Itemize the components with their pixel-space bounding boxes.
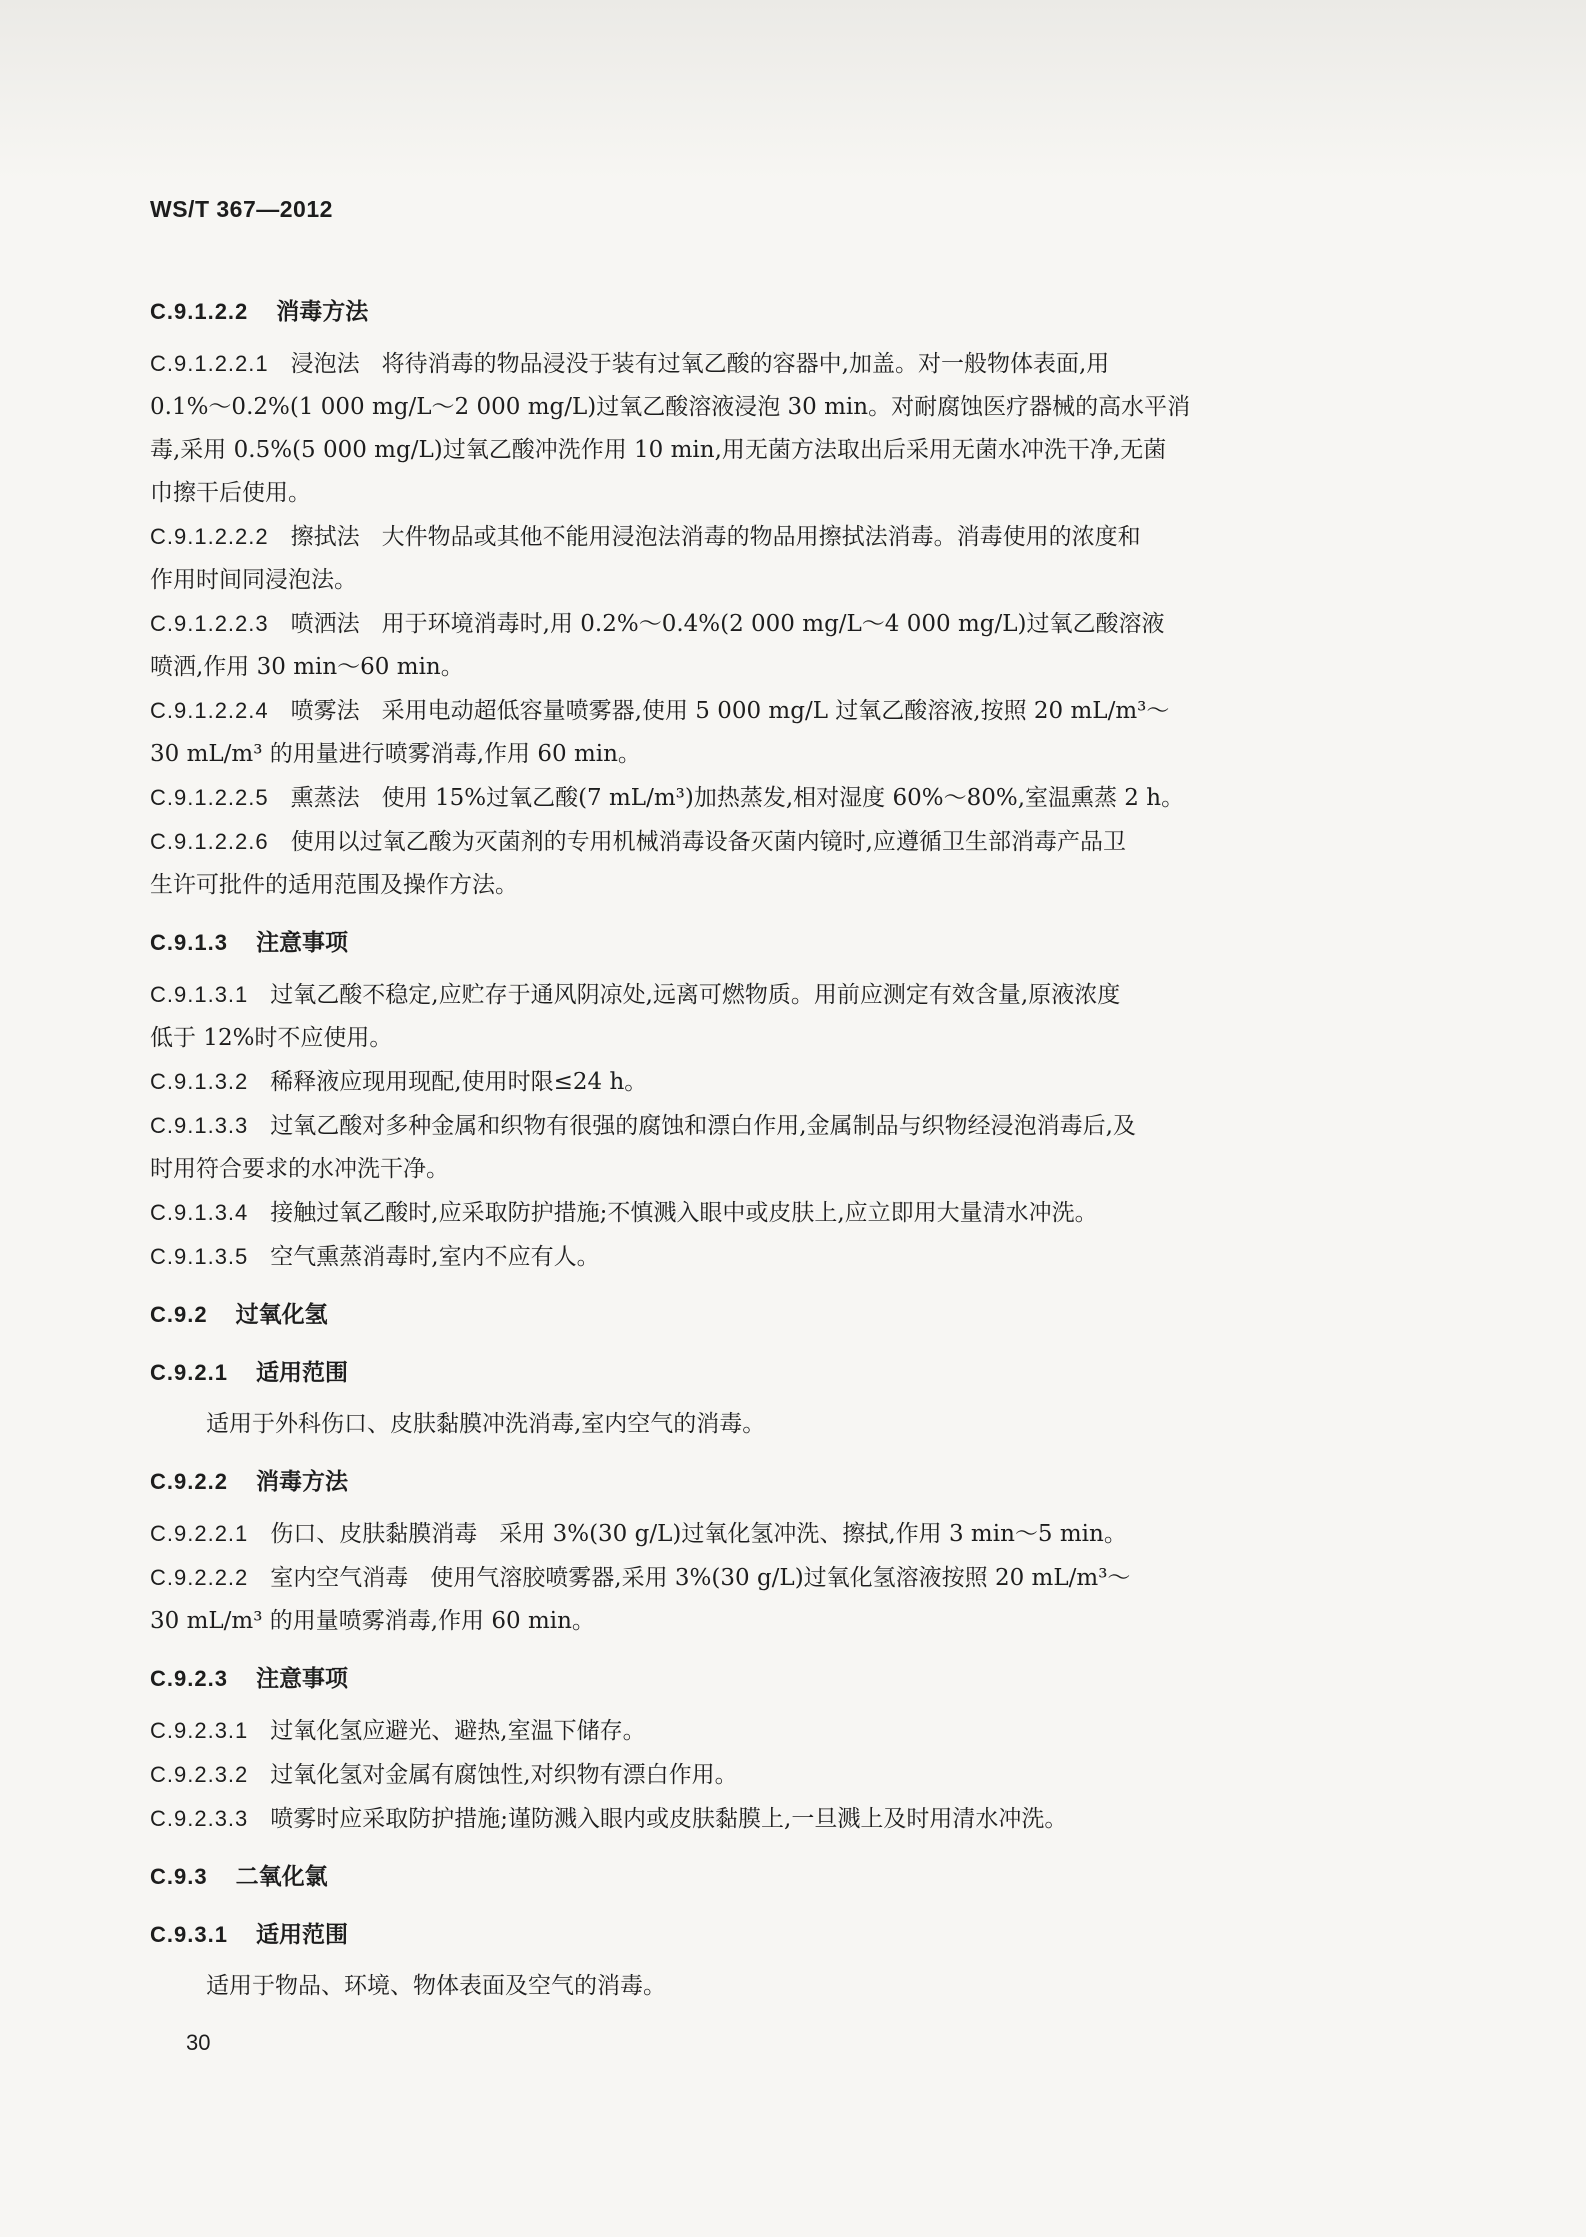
section-heading-c922 bbox=[150, 1460, 1380, 1504]
document-code: WS/T 367—2012 bbox=[150, 196, 333, 222]
clause-term: 擦拭法 bbox=[290, 524, 360, 550]
clause-term: 熏蒸法 bbox=[290, 785, 360, 811]
clause-c9134-line1 bbox=[150, 1191, 1380, 1235]
clause-number: C.9.1.2.2.4 bbox=[150, 698, 269, 723]
clause-number: C.9.1.3.2 bbox=[150, 1069, 249, 1094]
section-title: 过氧化氢 bbox=[235, 1302, 328, 1328]
clause-number: C.9.2.2.1 bbox=[150, 1521, 249, 1546]
clause-text: 采用电动超低容量喷雾器,使用 5 000 mg/L 过氧乙酸溶液,按照 20 mL/m³～ bbox=[381, 698, 1170, 724]
clause-number: C.9.1.3.3 bbox=[150, 1113, 249, 1138]
scan-shadow bbox=[0, 0, 1586, 180]
clause-text: 过氧化氢对金属有腐蚀性,对织物有漂白作用。 bbox=[270, 1762, 738, 1788]
clause-c912221-line1 bbox=[150, 342, 1380, 386]
clause-number: C.9.1.2.2.2 bbox=[150, 524, 269, 549]
clause-c912224-line1 bbox=[150, 689, 1380, 733]
clause-c9131-line2: 低于 12%时不应使用。 bbox=[150, 1025, 393, 1051]
clause-text: 空气熏蒸消毒时,室内不应有人。 bbox=[270, 1244, 600, 1270]
clause-text: 使用气溶胶喷雾器,采用 3%(30 g/L)过氧化氢溶液按照 20 mL/m³～ bbox=[430, 1565, 1131, 1591]
clause-number: C.9.1.3.5 bbox=[150, 1244, 249, 1269]
section-title: 适用范围 bbox=[255, 1360, 348, 1386]
c921-paragraph: 适用于外科伤口、皮肤黏膜冲洗消毒,室内空气的消毒。 bbox=[206, 1411, 766, 1437]
section-title: 注意事项 bbox=[255, 1666, 348, 1692]
section-title: 消毒方法 bbox=[276, 299, 369, 325]
clause-c9133-line2: 时用符合要求的水冲洗干净。 bbox=[150, 1156, 449, 1182]
clause-number: C.9.1.2.2.1 bbox=[150, 351, 269, 376]
clause-c912224-line2: 30 mL/m³ 的用量进行喷雾消毒,作用 60 min。 bbox=[150, 741, 641, 767]
section-number: C.9.2.3 bbox=[150, 1666, 228, 1691]
clause-c9221-line1 bbox=[150, 1512, 1380, 1556]
clause-number: C.9.1.3.4 bbox=[150, 1200, 249, 1225]
clause-term: 伤口、皮肤黏膜消毒 bbox=[270, 1521, 478, 1547]
clause-text: 过氧乙酸对多种金属和织物有很强的腐蚀和漂白作用,金属制品与织物经浸泡消毒后,及 bbox=[270, 1113, 1136, 1139]
clause-c912222-line1 bbox=[150, 515, 1380, 559]
clause-c9133-line1 bbox=[150, 1104, 1380, 1148]
clause-c912225-line1 bbox=[150, 776, 1380, 820]
clause-text: 使用 15%过氧乙酸(7 mL/m³)加热蒸发,相对湿度 60%～80%,室温熏蒸 2 h。 bbox=[381, 785, 1185, 811]
section-number: C.9.2.1 bbox=[150, 1360, 228, 1385]
clause-number: C.9.2.3.1 bbox=[150, 1718, 249, 1743]
clause-c912226-line1 bbox=[150, 820, 1380, 864]
clause-text: 过氧化氢应避光、避热,室温下储存。 bbox=[270, 1718, 646, 1744]
clause-c9222-line1 bbox=[150, 1556, 1380, 1600]
clause-text: 将待消毒的物品浸没于装有过氧乙酸的容器中,加盖。对一般物体表面,用 bbox=[381, 351, 1110, 377]
clause-number: C.9.1.3.1 bbox=[150, 982, 249, 1007]
section-heading-c923 bbox=[150, 1657, 1380, 1701]
section-number: C.9.3.1 bbox=[150, 1922, 228, 1947]
clause-number: C.9.1.2.2.3 bbox=[150, 611, 269, 636]
clause-c9132-line1 bbox=[150, 1060, 1380, 1104]
section-number: C.9.1.2.2 bbox=[150, 299, 249, 324]
clause-term: 喷洒法 bbox=[290, 611, 360, 637]
clause-c9131-line1 bbox=[150, 973, 1380, 1017]
section-title: 注意事项 bbox=[255, 930, 348, 956]
clause-text: 采用 3%(30 g/L)过氧化氢冲洗、擦拭,作用 3 min～5 min。 bbox=[499, 1521, 1127, 1547]
section-heading-c93 bbox=[150, 1855, 1380, 1899]
section-heading-c931 bbox=[150, 1913, 1380, 1957]
clause-c912221-line4: 巾擦干后使用。 bbox=[150, 480, 311, 506]
clause-c9233-line1 bbox=[150, 1797, 1380, 1841]
clause-text: 喷雾时应采取防护措施;谨防溅入眼内或皮肤黏膜上,一旦溅上及时用清水冲洗。 bbox=[270, 1806, 1068, 1832]
section-title: 适用范围 bbox=[255, 1922, 348, 1948]
clause-term: 浸泡法 bbox=[290, 351, 360, 377]
section-title: 消毒方法 bbox=[255, 1469, 348, 1495]
page-content bbox=[150, 290, 1380, 2008]
clause-text: 稀释液应现用现配,使用时限≤24 h。 bbox=[270, 1069, 648, 1095]
clause-number: C.9.2.2.2 bbox=[150, 1565, 249, 1590]
clause-c912221-line3: 毒,采用 0.5%(5 000 mg/L)过氧乙酸冲洗作用 10 min,用无菌方法取出后采用无菌水冲洗干净,无菌 bbox=[150, 437, 1167, 463]
clause-term: 喷雾法 bbox=[290, 698, 360, 724]
clause-text: 大件物品或其他不能用浸泡法消毒的物品用擦拭法消毒。消毒使用的浓度和 bbox=[381, 524, 1141, 550]
clause-number: C.9.1.2.2.6 bbox=[150, 829, 269, 854]
clause-c9232-line1 bbox=[150, 1753, 1380, 1797]
clause-number: C.9.2.3.2 bbox=[150, 1762, 249, 1787]
section-number: C.9.2 bbox=[150, 1302, 208, 1327]
clause-number: C.9.2.3.3 bbox=[150, 1806, 249, 1831]
section-heading-c92 bbox=[150, 1293, 1380, 1337]
clause-c912223-line1 bbox=[150, 602, 1380, 646]
c931-paragraph: 适用于物品、环境、物体表面及空气的消毒。 bbox=[206, 1973, 666, 1999]
clause-c912226-line2: 生许可批件的适用范围及操作方法。 bbox=[150, 872, 518, 898]
section-heading-c91222 bbox=[150, 290, 1380, 334]
section-number: C.9.2.2 bbox=[150, 1469, 228, 1494]
clause-c912223-line2: 喷洒,作用 30 min～60 min。 bbox=[150, 654, 464, 680]
section-number: C.9.3 bbox=[150, 1864, 208, 1889]
page-number: 30 bbox=[186, 2030, 211, 2055]
section-number: C.9.1.3 bbox=[150, 930, 228, 955]
clause-c912222-line2: 作用时间同浸泡法。 bbox=[150, 567, 357, 593]
clause-text: 使用以过氧乙酸为灭菌剂的专用机械消毒设备灭菌内镜时,应遵循卫生部消毒产品卫 bbox=[290, 829, 1126, 855]
clause-term: 室内空气消毒 bbox=[270, 1565, 409, 1591]
clause-c9222-line2: 30 mL/m³ 的用量喷雾消毒,作用 60 min。 bbox=[150, 1608, 595, 1634]
clause-text: 用于环境消毒时,用 0.2%～0.4%(2 000 mg/L～4 000 mg/L)过氧乙酸溶液 bbox=[381, 611, 1165, 637]
clause-text: 接触过氧乙酸时,应采取防护措施;不慎溅入眼中或皮肤上,应立即用大量清水冲洗。 bbox=[270, 1200, 1098, 1226]
clause-number: C.9.1.2.2.5 bbox=[150, 785, 269, 810]
section-title: 二氧化氯 bbox=[235, 1864, 328, 1890]
clause-text: 过氧乙酸不稳定,应贮存于通风阴凉处,远离可燃物质。用前应测定有效含量,原液浓度 bbox=[270, 982, 1121, 1008]
clause-c9231-line1 bbox=[150, 1709, 1380, 1753]
section-heading-c913 bbox=[150, 921, 1380, 965]
section-heading-c921 bbox=[150, 1351, 1380, 1395]
clause-c912221-line2: 0.1%～0.2%(1 000 mg/L～2 000 mg/L)过氧乙酸溶液浸泡 30 min。对耐腐蚀医疗器械的高水平消 bbox=[150, 394, 1191, 420]
clause-c9135-line1 bbox=[150, 1235, 1380, 1279]
